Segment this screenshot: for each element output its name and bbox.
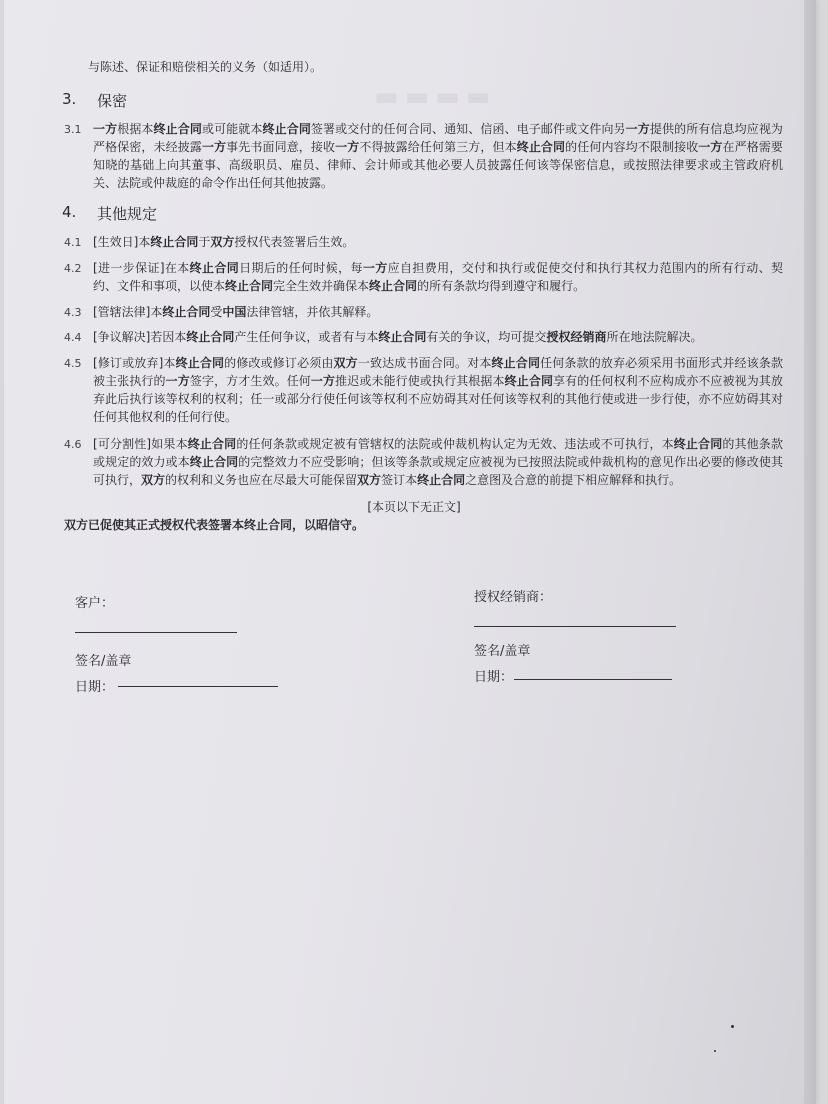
page-edge [804, 0, 816, 1104]
section-4-title: 其他规定 [97, 205, 158, 223]
clause-3-1-text: 一方根据本终止合同或可能就本终止合同签署或交付的任何合同、通知、信函、电子邮件或文件向另一方提供的所有信息均应视为严格保密，未经披露一方事先书面同意，接收一方不得披露给任何第三方，但本终止合同的任何内容均不限制接收一方在严格需要知晓的基础上向其董事、高级职员、雇员、律师、会计师或其他必要人员披露任何该等保密信息，或按照法律要求或主管政府机关、法院或仲裁庭的命令作出任何其他披露。 [93, 122, 783, 190]
dealer-sign-seal-label: 签名/盖章 [474, 644, 531, 659]
clause-4-2-text: [进一步保证]在本终止合同日期后的任何时候，每一方应自担费用，交付和执行或促使交付和执行其权力范围内的所有行动、契约、文件和事项，以使本终止合同完全生效并确保本终止合同的所有条款均得到遵守和履行。 [93, 261, 783, 293]
paper-speck [731, 1025, 734, 1028]
section-3-number: 3. [62, 90, 77, 108]
customer-date-label: 日期： [75, 680, 115, 695]
dealer-date-label: 日期： [474, 670, 514, 685]
dealer-label: 授权经销商： [474, 590, 553, 605]
clause-4-4-number: 4.4 [64, 331, 82, 344]
paper-speck [714, 1050, 716, 1052]
section-3-title: 保密 [97, 92, 128, 110]
bleed-through-text: ▬▬▬▬ [374, 82, 497, 112]
section-4-number: 4. [62, 203, 77, 221]
clause-4-5-number: 4.5 [64, 357, 82, 370]
clause-4-3-text: [管辖法律]本终止合同受中国法律管辖，并依其解释。 [93, 305, 379, 319]
continued-line: 与陈述、保证和赔偿相关的义务（如适用）。 [88, 60, 323, 74]
customer-signature-line[interactable] [75, 632, 237, 633]
witness-statement: 双方已促使其正式授权代表签署本终止合同，以昭信守。 [64, 518, 365, 532]
clause-4-4-text: [争议解决]若因本终止合同产生任何争议，或者有与本终止合同有关的争议，均可提交授权经销商所在地法院解决。 [93, 330, 703, 344]
clause-4-6-text: [可分割性]如果本终止合同的任何条款或规定被有管辖权的法院或仲裁机构认定为无效、违法或不可执行，本终止合同的其他条款或规定的效力或本终止合同的完整效力不应受影响；但该等条款或规定应被视为已按照法院或仲裁机构的意见作出必要的修改使其可执行，双方的权利和义务也应在尽最大可能保留双方签订本终止合同之意图及合意的前提下相应解释和执行。 [93, 437, 783, 487]
dealer-signature-line[interactable] [474, 626, 676, 627]
clause-4-1-number: 4.1 [64, 236, 82, 249]
clause-4-3-number: 4.3 [64, 306, 82, 319]
clause-4-6-number: 4.6 [64, 438, 82, 451]
customer-sign-seal-label: 签名/盖章 [75, 654, 132, 669]
clause-4-1-text: [生效日]本终止合同于双方授权代表签署后生效。 [93, 235, 355, 249]
clause-3-1-number: 3.1 [64, 123, 82, 136]
customer-date-line[interactable] [118, 686, 278, 687]
dealer-date-line[interactable] [514, 679, 672, 680]
customer-label: 客户： [75, 596, 115, 611]
end-of-text-note: [本页以下无正文] [367, 500, 461, 514]
clause-4-5-text: [修订或放弃]本终止合同的修改或修订必须由双方一致达成书面合同。对本终止合同任何条款的放弃必须采用书面形式并经该条款被主张执行的一方签字，方才生效。任何一方推迟或未能行使或执行其根据本终止合同享有的任何权利不应构成亦不应被视为其放弃此后执行该等权利的权利；任一或部分行使任何该等权利不应妨碍其对任何该等权利的其他行使或进一步行使，亦不应妨碍其对任何其他权利的任何行使。 [93, 356, 783, 424]
clause-4-2-number: 4.2 [64, 262, 82, 275]
